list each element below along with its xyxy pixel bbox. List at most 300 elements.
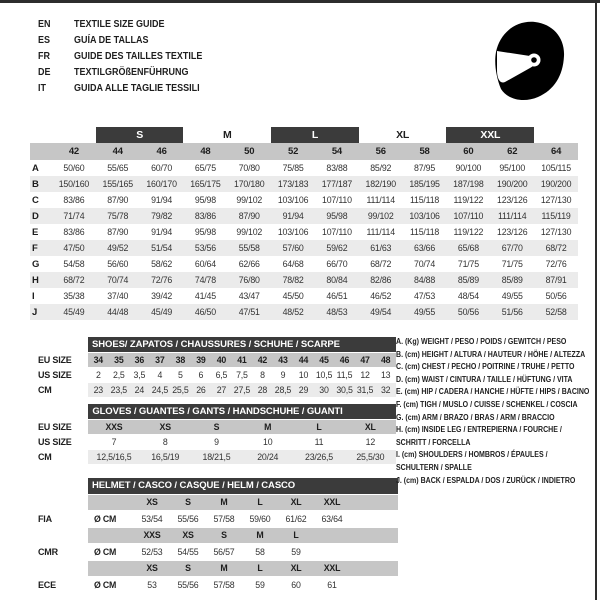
row-label: EU SIZE <box>30 353 88 367</box>
row-label: CM <box>30 450 88 464</box>
language-row-en <box>38 16 202 32</box>
spacer <box>30 337 88 352</box>
value-cell: XS <box>140 420 191 434</box>
measure-cell: 84/88 <box>403 272 447 288</box>
helmet-size-row-fia <box>30 495 398 511</box>
shoes-table-title: SHOES/ ZAPATOS / CHAUSSURES / SCHUHE / SCARPE <box>88 337 396 352</box>
value-cell: 46 <box>334 353 355 367</box>
gloves-table-row <box>30 450 396 464</box>
measure-cell: 46/51 <box>326 291 348 301</box>
measure-cell: 54/58 <box>63 259 85 269</box>
value-cell: 30 <box>314 383 335 397</box>
measure-cell: 67/70 <box>490 240 534 256</box>
spacer <box>30 528 88 544</box>
spacer <box>30 143 52 160</box>
measure-cell: 46/50 <box>183 304 227 320</box>
filler <box>350 511 398 527</box>
measure-cell: 50/56 <box>446 304 490 320</box>
measure-cell: 71/75 <box>501 259 523 269</box>
value-cell: 7,5 <box>232 368 253 382</box>
measure-cell: 65/75 <box>194 163 216 173</box>
diameter-unit: Ø CM <box>88 511 134 527</box>
measure-cell: 50/56 <box>545 291 567 301</box>
measure-cell: 95/98 <box>194 195 216 205</box>
gloves-table-title-row <box>30 404 396 419</box>
measure-cell: 103/106 <box>403 208 447 224</box>
value-cell: 3,5 <box>129 368 150 382</box>
value-cell: 8 <box>252 368 273 382</box>
legend-line: SCHULTERN / SPALLE <box>396 462 472 472</box>
measure-cell: 72/76 <box>140 272 184 288</box>
measure-cell: 47/51 <box>227 304 271 320</box>
spacer <box>88 561 134 577</box>
diameter-unit: Ø CM <box>88 577 134 593</box>
helmet-size-cell: XL <box>278 495 314 511</box>
size-col-50: 50 <box>227 143 271 160</box>
helmet-size-cell: L <box>242 561 278 577</box>
measure-cell: 85/92 <box>370 163 392 173</box>
shoes-table-row <box>30 383 396 397</box>
value-cell: 2 <box>88 368 109 382</box>
measure-cell: 103/106 <box>277 195 309 205</box>
value-cell: 18/21,5 <box>191 450 242 464</box>
row-label: E <box>32 226 39 238</box>
measure-cell: 95/100 <box>499 163 526 173</box>
value-cell: 57/58 <box>206 511 242 527</box>
value-cell: 40 <box>211 353 232 367</box>
value-cell: S <box>191 420 242 434</box>
size-col-64: 64 <box>534 143 578 160</box>
measure-cell: 99/102 <box>359 208 403 224</box>
spacer <box>30 478 88 494</box>
measure-cell: 45/49 <box>52 304 96 320</box>
measure-cell: 50/60 <box>63 163 85 173</box>
value-cell: 60 <box>278 577 314 593</box>
measure-cell: 75/85 <box>282 163 304 173</box>
value-cell: 42 <box>252 353 273 367</box>
row-label: US SIZE <box>30 435 88 449</box>
measure-cell: 170/180 <box>227 176 271 192</box>
gloves-table-row <box>30 420 396 434</box>
language-title: GUIDA ALLE TAGLIE TESSILI <box>74 82 200 94</box>
helmet-size-row-ece <box>30 561 398 577</box>
measure-cell: 61/63 <box>359 240 403 256</box>
diameter-unit: Ø CM <box>88 544 134 560</box>
measure-row-e <box>30 224 578 240</box>
helmet-size-row-cmr <box>30 528 398 544</box>
measure-row-a <box>30 160 578 176</box>
size-group-l: L <box>271 127 359 143</box>
value-cell: 24 <box>129 383 150 397</box>
value-cell: 43 <box>273 353 294 367</box>
legend-line: H. (cm) INSIDE LEG / ENTREPIERNA / FOURCHE / <box>396 425 562 435</box>
value-cell: 13 <box>375 368 396 382</box>
row-label: D <box>30 208 52 224</box>
legend-line: C. (cm) CHEST / PECHO / POITRINE / TRUHE / PETTO <box>396 362 575 372</box>
value-cell: 41 <box>232 353 253 367</box>
value-cell: 11,5 <box>334 368 355 382</box>
value-cell: 4 <box>150 368 171 382</box>
helmet-size-cell: XS <box>134 561 170 577</box>
measure-cell: 57/60 <box>271 240 315 256</box>
measure-cell: 41/45 <box>194 291 216 301</box>
helmet-size-cell: L <box>242 495 278 511</box>
size-header-row <box>30 143 578 160</box>
value-cell: 34 <box>88 353 109 367</box>
measure-cell: 87/90 <box>227 208 271 224</box>
measure-cell: 60/64 <box>194 259 216 269</box>
value-cell: 48 <box>375 353 396 367</box>
language-row-de <box>38 64 202 80</box>
value-cell: 53 <box>134 577 170 593</box>
measure-cell: 49/52 <box>96 240 140 256</box>
top-border <box>0 0 600 3</box>
row-label: CM <box>30 383 88 397</box>
value-cell: 35 <box>109 353 130 367</box>
value-cell: 55/56 <box>170 577 206 593</box>
language-title: GUIDE DES TAILLES TEXTILE <box>74 50 203 62</box>
row-label: H <box>30 272 52 288</box>
helmet-size-cell <box>314 528 350 544</box>
row-label: B <box>30 176 52 192</box>
row-label: US SIZE <box>30 368 88 382</box>
measure-cell: 87/90 <box>107 227 129 237</box>
language-title: TEXTILGRÖßENFÜHRUNG <box>74 66 189 78</box>
helmet-title-row <box>30 478 398 494</box>
value-cell: 9 <box>191 435 242 449</box>
measure-cell: 48/54 <box>457 291 479 301</box>
spacer <box>30 495 88 511</box>
value-cell: 47 <box>355 353 376 367</box>
filler <box>350 495 398 511</box>
row-label: EU SIZE <box>30 420 88 434</box>
measure-cell: 115/119 <box>534 208 578 224</box>
size-group-row <box>30 127 578 143</box>
measure-cell: 59/62 <box>315 240 359 256</box>
value-cell: M <box>242 420 293 434</box>
size-group-xl: XL <box>396 129 410 141</box>
measure-cell: 187/198 <box>446 176 490 192</box>
value-cell: 10,5 <box>314 368 335 382</box>
value-cell: L <box>293 420 344 434</box>
standard-label: FIA <box>30 511 88 527</box>
value-cell: 6 <box>191 368 212 382</box>
helmet-size-cell: XXS <box>134 528 170 544</box>
measure-cell: 82/86 <box>359 272 403 288</box>
value-cell: 25,5/30 <box>345 450 396 464</box>
measure-cell: 115/118 <box>410 195 440 205</box>
gloves-table-row <box>30 435 396 449</box>
value-cell: 58 <box>242 544 278 560</box>
value-cell: 12 <box>355 368 376 382</box>
value-cell: 9 <box>273 368 294 382</box>
value-cell: 59/60 <box>242 511 278 527</box>
measure-cell: 155/165 <box>96 176 140 192</box>
helmet-value-row-fia <box>30 511 398 527</box>
helmet-value-row-cmr <box>30 544 398 560</box>
value-cell: 54/55 <box>170 544 206 560</box>
language-row-fr <box>38 48 202 64</box>
measure-cell: 107/110 <box>322 227 352 237</box>
row-label: J <box>30 304 52 320</box>
measure-cell: 58/62 <box>151 259 173 269</box>
measure-cell: 68/72 <box>52 272 96 288</box>
value-cell: 24,5 <box>150 383 171 397</box>
measure-cell: 83/86 <box>63 195 85 205</box>
measure-cell: 48/53 <box>315 304 359 320</box>
standard-label: ECE <box>30 577 88 593</box>
measure-cell: 45/49 <box>140 304 184 320</box>
value-cell: 12,5/16,5 <box>88 450 139 464</box>
measure-cell: 70/74 <box>414 259 436 269</box>
value-cell: 39 <box>191 353 212 367</box>
size-col-62: 62 <box>490 143 534 160</box>
size-col-46: 46 <box>140 143 184 160</box>
legend-line: B. (cm) HEIGHT / ALTURA / HAUTEUR / HÖHE / ALTEZZA <box>396 349 586 359</box>
language-code: ES <box>38 34 51 46</box>
value-cell <box>314 544 350 560</box>
value-cell: 57/58 <box>206 577 242 593</box>
shoes-table <box>30 336 396 398</box>
measure-cell: 78/82 <box>271 272 315 288</box>
measure-cell: 190/200 <box>490 176 534 192</box>
measure-cell: 79/82 <box>140 208 184 224</box>
measure-cell: 72/76 <box>545 259 567 269</box>
measure-cell: 115/118 <box>410 227 440 237</box>
size-col-58: 58 <box>403 143 447 160</box>
language-list <box>38 16 202 96</box>
value-cell: 38 <box>170 353 191 367</box>
row-label: C <box>32 194 39 206</box>
helmet-icon-svg <box>492 19 568 105</box>
value-cell: 25,5 <box>170 383 191 397</box>
value-cell: 16,5/19 <box>140 450 191 464</box>
measure-cell: 119/122 <box>453 227 484 237</box>
helmet-size-cell: XL <box>278 561 314 577</box>
measure-cell: 111/114 <box>490 208 534 224</box>
value-cell: 63/64 <box>314 511 350 527</box>
shoes-table-title-row <box>30 337 396 352</box>
value-cell: 59 <box>278 544 314 560</box>
language-row-it <box>38 80 202 96</box>
row-label: G <box>32 258 40 270</box>
measure-cell: 49/55 <box>403 304 447 320</box>
legend-line: A. (Kg) WEIGHT / PESO / POIDS / GEWITCH / PESO <box>396 337 567 346</box>
right-border <box>595 0 597 600</box>
helmet-size-cell: M <box>242 528 278 544</box>
helmet-size-cell: XXL <box>314 495 350 511</box>
spacer <box>30 561 88 577</box>
measure-cell: 83/88 <box>326 163 348 173</box>
measure-cell: 80/84 <box>315 272 359 288</box>
measure-cell: 91/94 <box>271 208 315 224</box>
helmet-size-cell: L <box>278 528 314 544</box>
value-cell: 10 <box>293 368 314 382</box>
legend <box>396 336 589 487</box>
measure-cell: 103/106 <box>277 227 309 237</box>
value-cell: 55/56 <box>170 511 206 527</box>
value-cell: 52/53 <box>134 544 170 560</box>
value-cell: 23 <box>88 383 109 397</box>
measure-cell: 55/58 <box>227 240 271 256</box>
measure-cell: 49/55 <box>501 291 523 301</box>
measure-cell: 87/90 <box>107 195 129 205</box>
value-cell: 30,5 <box>334 383 355 397</box>
language-code: DE <box>38 66 51 78</box>
size-col-56: 56 <box>359 143 403 160</box>
measure-cell: 150/160 <box>52 176 96 192</box>
language-code: EN <box>38 18 51 30</box>
measure-cell: 111/114 <box>366 195 395 205</box>
size-group-xxl: XXL <box>446 127 534 143</box>
measure-cell: 46/52 <box>370 291 392 301</box>
size-group-s: S <box>96 127 184 143</box>
gloves-table <box>30 403 396 465</box>
measure-cell: 55/65 <box>107 163 129 173</box>
filler <box>350 544 398 560</box>
value-cell: 61/62 <box>278 511 314 527</box>
spacer <box>88 528 134 544</box>
value-cell: 36 <box>129 353 150 367</box>
measure-cell: 107/110 <box>446 208 490 224</box>
measure-cell: 48/52 <box>271 304 315 320</box>
measure-cell: 43/47 <box>238 291 260 301</box>
measure-cell: 99/102 <box>236 227 263 237</box>
helmet-size-cell: XS <box>134 495 170 511</box>
value-cell: 2,5 <box>109 368 130 382</box>
value-cell: 31,5 <box>355 383 376 397</box>
measure-row-b <box>30 176 578 192</box>
helmet-size-cell: XS <box>170 528 206 544</box>
language-code: IT <box>38 82 47 94</box>
measure-cell: 52/58 <box>534 304 578 320</box>
helmet-size-cell: S <box>206 528 242 544</box>
spacer <box>52 127 96 143</box>
language-code: FR <box>38 50 51 62</box>
row-label: A <box>32 162 39 174</box>
measure-cell: 56/60 <box>107 259 129 269</box>
measure-cell: 182/190 <box>359 176 403 192</box>
measure-cell: 44/48 <box>96 304 140 320</box>
measure-cell: 39/42 <box>151 291 173 301</box>
shoes-table-row <box>30 368 396 382</box>
value-cell: 11 <box>293 435 344 449</box>
helmet-table-title: HELMET / CASCO / CASQUE / HELM / CASCO <box>88 478 398 494</box>
measure-cell: 123/126 <box>497 195 528 205</box>
main-size-table <box>30 127 578 320</box>
filler <box>350 577 398 593</box>
helmet-size-cell: S <box>170 495 206 511</box>
value-cell: 6,5 <box>211 368 232 382</box>
language-title: TEXTILE SIZE GUIDE <box>74 18 165 30</box>
row-label: I <box>32 290 35 302</box>
measure-cell: 74/78 <box>183 272 227 288</box>
value-cell: 5 <box>170 368 191 382</box>
value-cell: 20/24 <box>242 450 293 464</box>
measure-row-j <box>30 304 578 320</box>
measure-cell: 85/89 <box>490 272 534 288</box>
measure-cell: 105/115 <box>541 163 571 173</box>
measure-cell: 87/95 <box>414 163 436 173</box>
measure-cell: 95/98 <box>194 227 216 237</box>
helmet-size-cell: XXL <box>314 561 350 577</box>
measure-cell: 71/74 <box>52 208 96 224</box>
filler <box>350 561 398 577</box>
size-col-52: 52 <box>271 143 315 160</box>
legend-line: J. (cm) BACK / ESPALDA / DOS / ZURÜCK / INDIETRO <box>396 475 576 485</box>
measure-cell: 51/56 <box>490 304 534 320</box>
racing-helmet-icon <box>492 19 568 105</box>
value-cell: 28,5 <box>273 383 294 397</box>
measure-cell: 160/170 <box>140 176 184 192</box>
measure-cell: 60/70 <box>151 163 173 173</box>
measure-cell: 111/114 <box>366 227 395 237</box>
measure-row-f <box>30 240 578 256</box>
measure-cell: 87/91 <box>534 272 578 288</box>
row-label: F <box>30 240 52 256</box>
measure-cell: 47/53 <box>414 291 436 301</box>
value-cell: 37 <box>150 353 171 367</box>
measure-cell: 53/56 <box>183 240 227 256</box>
helmet-size-cell: M <box>206 495 242 511</box>
legend-line: E. (cm) HIP / CADERA / HANCHE / HÜFTE / HIPS / BACINO <box>396 387 590 397</box>
size-col-60: 60 <box>446 143 490 160</box>
measure-cell: 70/80 <box>238 163 260 173</box>
helmet-size-cell: S <box>170 561 206 577</box>
measure-row-i <box>30 288 578 304</box>
measure-row-d <box>30 208 578 224</box>
value-cell: 23/26,5 <box>293 450 344 464</box>
value-cell: 61 <box>314 577 350 593</box>
measure-cell: 47/50 <box>52 240 96 256</box>
value-cell: XXS <box>88 420 139 434</box>
spacer <box>30 404 88 419</box>
measure-cell: 185/195 <box>403 176 447 192</box>
legend-line: D. (cm) WAIST / CINTURA / TAILLE / HÜFTUNG / VITA <box>396 374 573 384</box>
measure-cell: 123/126 <box>497 227 528 237</box>
helmet-size-cell: M <box>206 561 242 577</box>
helmet-table <box>30 477 398 594</box>
value-cell: 10 <box>242 435 293 449</box>
measure-row-h <box>30 272 578 288</box>
spacer <box>30 127 52 143</box>
value-cell: 29 <box>293 383 314 397</box>
value-cell: 23,5 <box>109 383 130 397</box>
value-cell: 26 <box>191 383 212 397</box>
value-cell: 7 <box>88 435 139 449</box>
measure-cell: 68/72 <box>370 259 392 269</box>
size-col-44: 44 <box>96 143 140 160</box>
value-cell: 53/54 <box>134 511 170 527</box>
measure-cell: 95/98 <box>315 208 359 224</box>
measure-cell: 177/187 <box>315 176 359 192</box>
size-col-48: 48 <box>183 143 227 160</box>
measure-row-c <box>30 192 578 208</box>
standard-label: CMR <box>30 544 88 560</box>
measure-cell: 107/110 <box>322 195 352 205</box>
shoes-table-row <box>30 353 396 367</box>
helmet-value-row-ece <box>30 577 398 593</box>
measure-cell: 165/175 <box>183 176 227 192</box>
value-cell: 12 <box>345 435 396 449</box>
legend-line: SCHRITT / FORCELLA <box>396 437 471 447</box>
measure-cell: 45/50 <box>282 291 304 301</box>
measure-cell: 51/54 <box>140 240 184 256</box>
measure-cell: 64/68 <box>282 259 304 269</box>
spacer <box>534 127 578 143</box>
measure-cell: 127/130 <box>540 227 572 237</box>
value-cell: 28 <box>252 383 273 397</box>
